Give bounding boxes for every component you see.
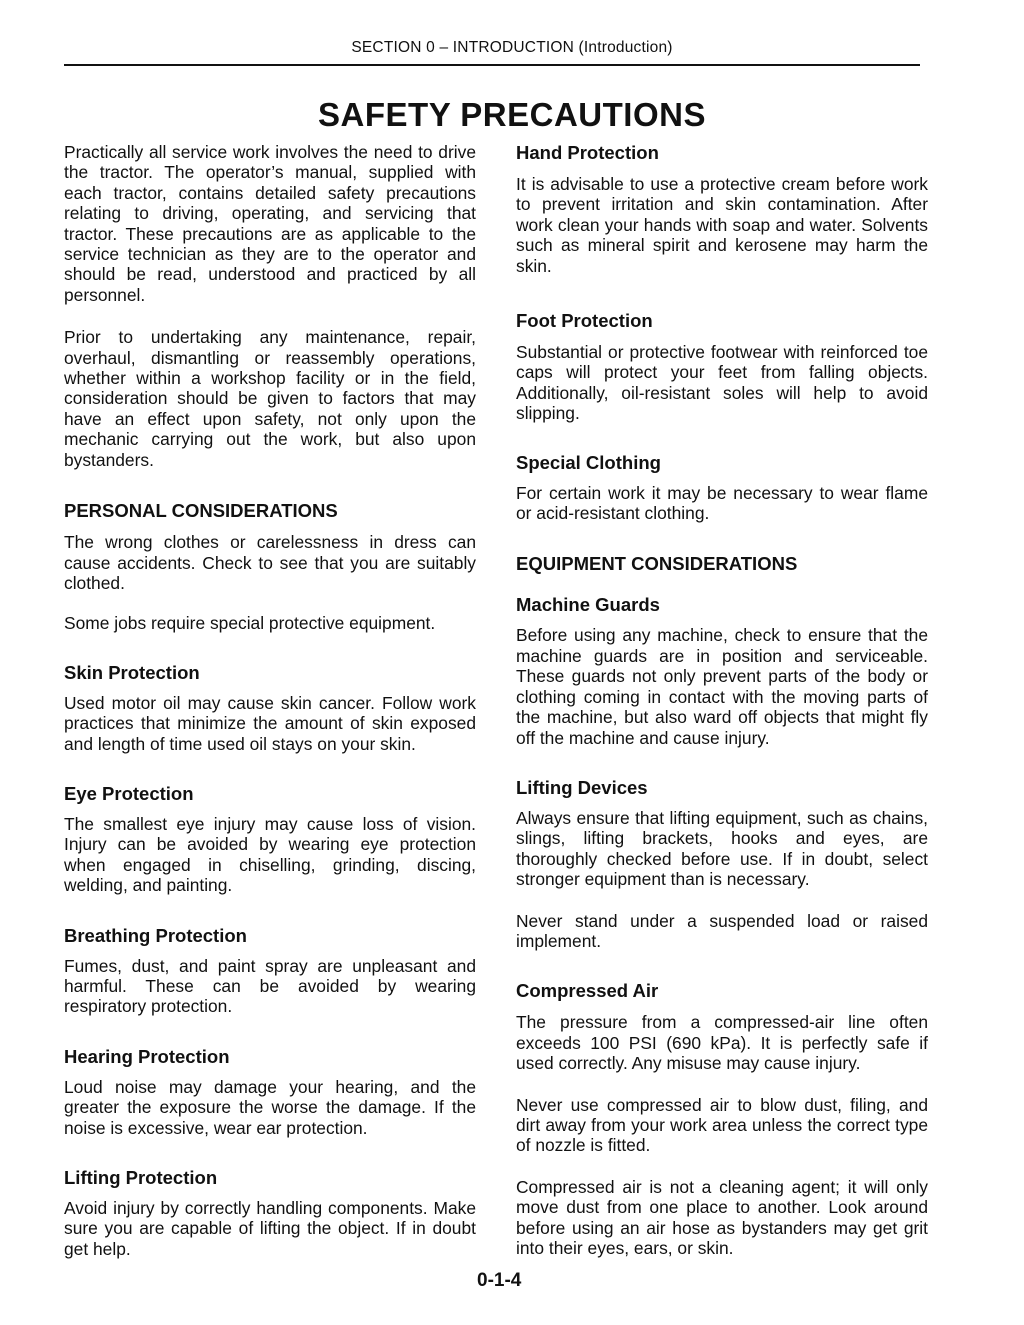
special-clothing-heading: Special Clothing (516, 451, 661, 473)
page-title: SAFETY PRECAUTIONS (318, 96, 706, 133)
breathing-protection-heading: Breathing Protection (64, 924, 247, 946)
foot-protection-text: Substantial or protective footwear with reinforced toe caps will protect your feet from falling objects. Additionally, oil-resistant soles will help to avoid slipping. (516, 342, 928, 424)
equipment-considerations-heading: EQUIPMENT CONSIDERATIONS (516, 553, 798, 575)
hand-protection-heading: Hand Protection (516, 142, 659, 163)
hearing-protection-heading: Hearing Protection (64, 1045, 230, 1067)
lifting-devices-text-1: Always ensure that lifting equipment, such as chains, slings, lifting brackets, hooks and eyes, are thoroughly checked before use. If in doubt, select stronger equipment than is necessary. (516, 807, 928, 890)
left-column (64, 142, 476, 1259)
breathing-protection-text: Fumes, dust, and paint spray are unpleasant and harmful. These can be avoided by wearing respiratory protection. (64, 955, 476, 1017)
hand-protection-text: It is advisable to use a protective cream before work to prevent irritation and skin contamination. After work clean your hands with soap and water. Solvents such as mineral spirit and kerosene may harm the skin. (516, 174, 928, 276)
foot-protection-heading: Foot Protection (516, 310, 653, 332)
intro-paragraph-2: Prior to undertaking any maintenance, repair, overhaul, dismantling or reassembly operations, whether within a workshop facility or in the field, consideration should be given to factors that may have an effect upon safety, not only upon the mechanic carrying out the work, but also upon bystanders. (64, 327, 476, 470)
compressed-air-heading: Compressed Air (516, 980, 659, 1002)
special-clothing-text: For certain work it may be necessary to wear flame or acid-resistant clothing. (516, 482, 928, 524)
hearing-protection-text: Loud noise may damage your hearing, and the greater the exposure the worse the damage. If the noise is excessive, wear ear protection. (64, 1076, 476, 1138)
machine-guards-heading: Machine Guards (516, 594, 660, 616)
right-column (516, 142, 928, 1258)
lifting-protection-text: Avoid injury by correctly handling components. Make sure you are capable of lifting the object. If in doubt get help. (64, 1198, 476, 1259)
skin-protection-text: Used motor oil may cause skin cancer. Follow work practices that minimize the amount of skin exposed and length of time used oil stays on your skin. (64, 692, 476, 754)
personal-paragraph-1: The wrong clothes or carelessness in dress can cause accidents. Check to see that you are suitably clothed. (64, 532, 476, 593)
lifting-protection-heading: Lifting Protection (64, 1167, 218, 1188)
intro-paragraph-1: Practically all service work involves the need to drive the tractor. The operator’s manual, supplied with each tractor, contains detailed safety precautions relating to driving, operating, and servicing that tractor. These precautions are as applicable to the service technician as they are to the operator and should be read, understood and practiced by all personnel. (64, 142, 476, 305)
lifting-devices-heading: Lifting Devices (516, 776, 648, 798)
personal-paragraph-2: Some jobs require special protective equipment. (64, 613, 436, 634)
section-header: SECTION 0 – INTRODUCTION (Introduction) (351, 39, 673, 56)
compressed-air-text-3: Compressed air is not a cleaning agent; it will only move dust from one place to another. Look around before using an air hose as bystanders may get grit into their eyes, ears, or skin. (516, 1176, 928, 1258)
personal-considerations-heading: PERSONAL CONSIDERATIONS (64, 500, 338, 522)
machine-guards-text: Before using any machine, check to ensure that the machine guards are in position and serviceable. These guards not only prevent parts of the body or clothing coming in contact with the moving parts of the machine, but also ward off objects that might fly off the machine and cause injury. (516, 625, 928, 748)
compressed-air-text-1: The pressure from a compressed-air line often exceeds 100 PSI (690 kPa). It is perfectly safe if used correctly. Any misuse may cause injury. (516, 1012, 928, 1074)
header-rule (64, 64, 920, 66)
eye-protection-text: The smallest eye injury may cause loss of vision. Injury can be avoided by wearing eye protection when engaged in chiselling, grinding, discing, welding, and painting. (64, 813, 476, 896)
lifting-devices-text-2: Never stand under a suspended load or raised implement. (516, 910, 928, 951)
compressed-air-text-2: Never use compressed air to blow dust, filing, and dirt away from your work area unless the correct type of nozzle is fitted. (516, 1094, 928, 1156)
page-number: 0-1-4 (477, 1270, 522, 1291)
skin-protection-heading: Skin Protection (64, 661, 200, 683)
eye-protection-heading: Eye Protection (64, 782, 194, 804)
